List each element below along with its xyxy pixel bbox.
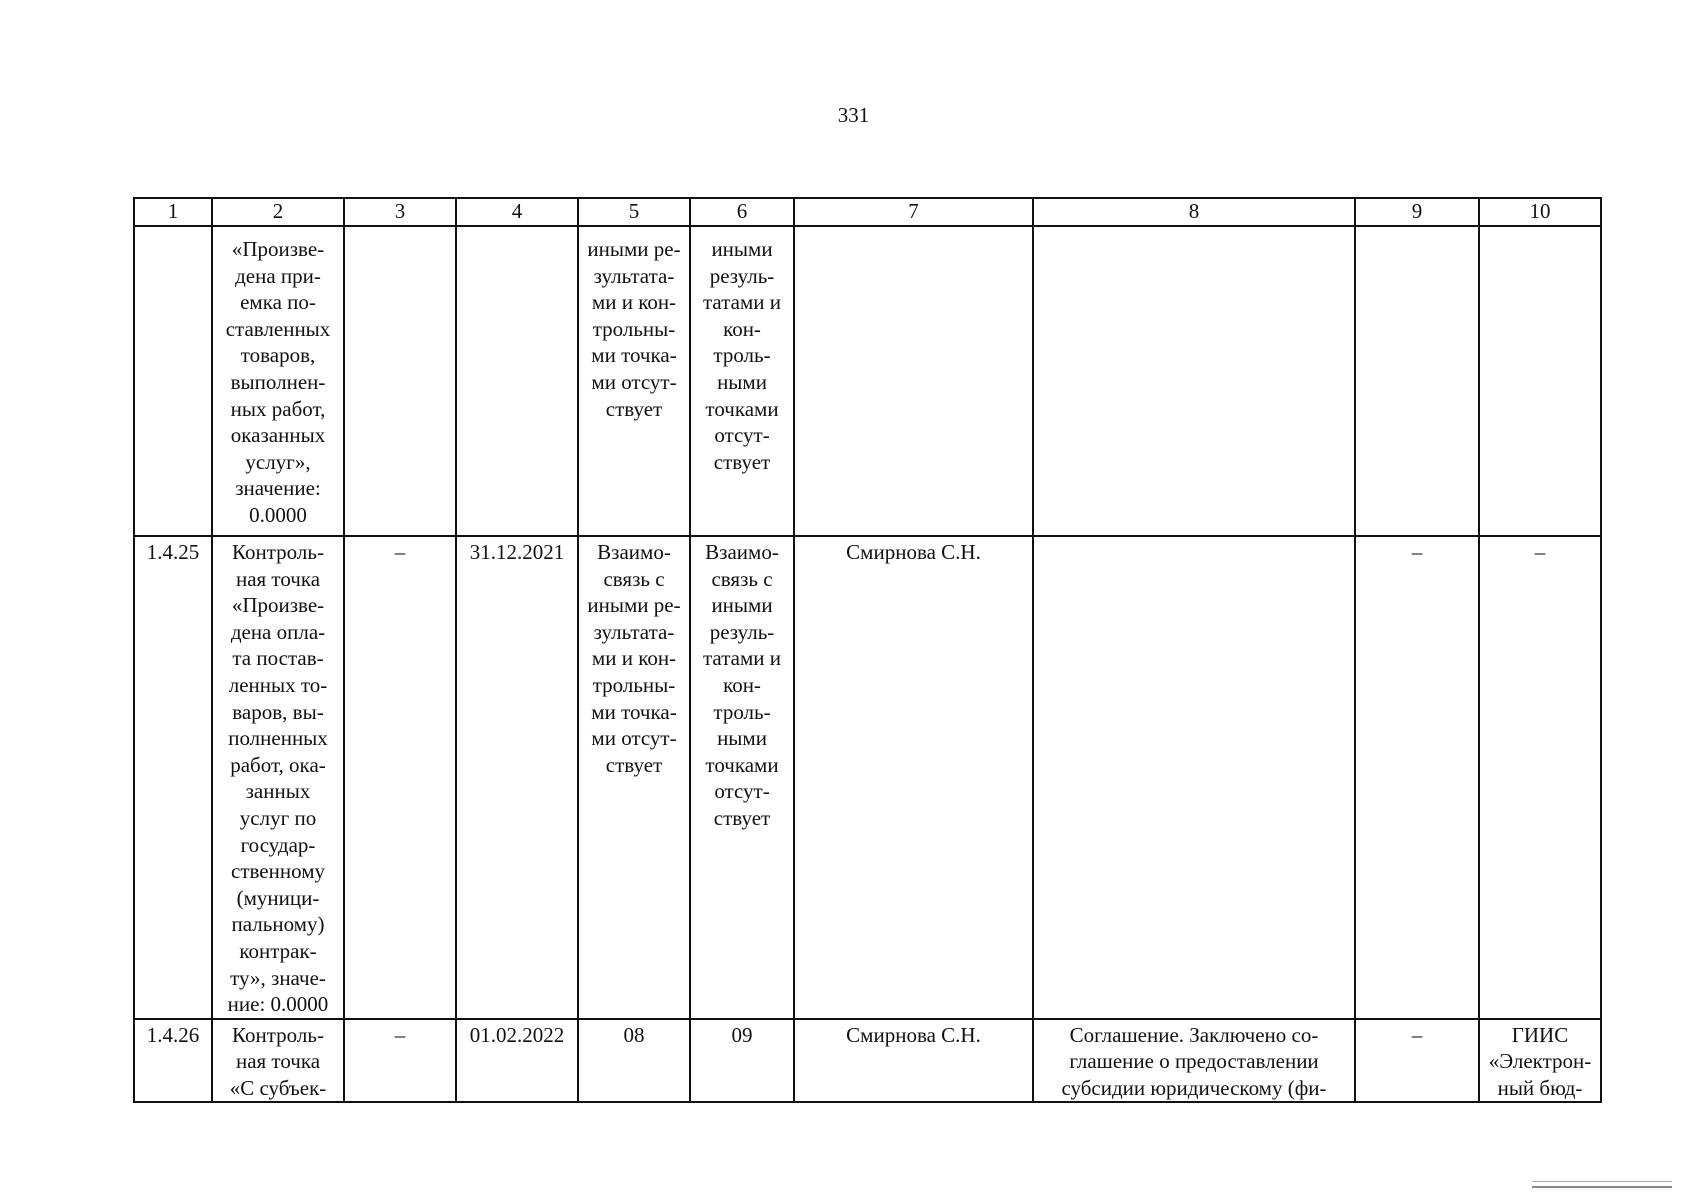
table-cell: иными резуль- татами и кон- троль- ными точками отсут- ствует	[690, 226, 794, 536]
table-cell: 08	[578, 1019, 690, 1103]
system-cell: –	[1479, 536, 1601, 1019]
document-table	[133, 197, 1602, 1103]
description-cell	[1033, 536, 1355, 1019]
column-number: 9	[1355, 198, 1479, 226]
table-row	[134, 536, 1601, 1019]
date-cell	[456, 226, 578, 536]
row-number-cell: 1.4.25	[134, 536, 212, 1019]
table-row	[134, 226, 1601, 536]
column-number: 8	[1033, 198, 1355, 226]
row-number-cell	[134, 226, 212, 536]
table-cell: Взаимо- связь с иными резуль- татами и кон- троль- ными точками отсут- ствует	[690, 536, 794, 1019]
table-cell: –	[1355, 536, 1479, 1019]
table-cell: иными ре- зультата- ми и кон- трольны- ми точка- ми отсут- ствует	[578, 226, 690, 536]
column-number: 4	[456, 198, 578, 226]
page-number: 331	[837, 103, 870, 127]
column-number: 7	[794, 198, 1033, 226]
column-number: 3	[344, 198, 456, 226]
table-cell	[1355, 226, 1479, 536]
date-cell: 01.02.2022	[456, 1019, 578, 1103]
system-cell: ГИИС «Электрон- ный бюд-	[1479, 1019, 1601, 1103]
table-cell: 09	[690, 1019, 794, 1103]
column-number: 10	[1479, 198, 1601, 226]
table-cell: –	[344, 536, 456, 1019]
responsible-cell: Смирнова С.Н.	[794, 536, 1033, 1019]
column-number: 1	[134, 198, 212, 226]
column-numbers-row	[134, 198, 1601, 226]
column-number: 2	[212, 198, 344, 226]
name-cell: «Произве- дена при- емка по- ставленных товаров, выполнен- ных работ, оказанных услуг», значение: 0.0000	[212, 226, 344, 536]
table-cell: Взаимо- связь с иными ре- зультата- ми и кон- трольны- ми точка- ми отсут- ствует	[578, 536, 690, 1019]
column-number: 6	[690, 198, 794, 226]
scan-edge-mark	[1532, 1181, 1672, 1188]
responsible-cell	[794, 226, 1033, 536]
column-number: 5	[578, 198, 690, 226]
name-cell: Контроль- ная точка «С субъек-	[212, 1019, 344, 1103]
table-row	[134, 1019, 1601, 1103]
row-number-cell: 1.4.26	[134, 1019, 212, 1103]
responsible-cell: Смирнова С.Н.	[794, 1019, 1033, 1103]
table-cell: –	[1355, 1019, 1479, 1103]
table-cell	[344, 226, 456, 536]
table-cell: –	[344, 1019, 456, 1103]
name-cell: Контроль- ная точка «Произве- дена опла- та постав- ленных то- варов, вы- полненных работ, ока- занных услуг по государ- ственному (муници- пальному) контрак- ту», значе- ние: 0.0000	[212, 536, 344, 1019]
system-cell	[1479, 226, 1601, 536]
description-cell	[1033, 226, 1355, 536]
description-cell: Соглашение. Заключено со- глашение о предоставлении субсидии юридическому (фи-	[1033, 1019, 1355, 1103]
date-cell: 31.12.2021	[456, 536, 578, 1019]
